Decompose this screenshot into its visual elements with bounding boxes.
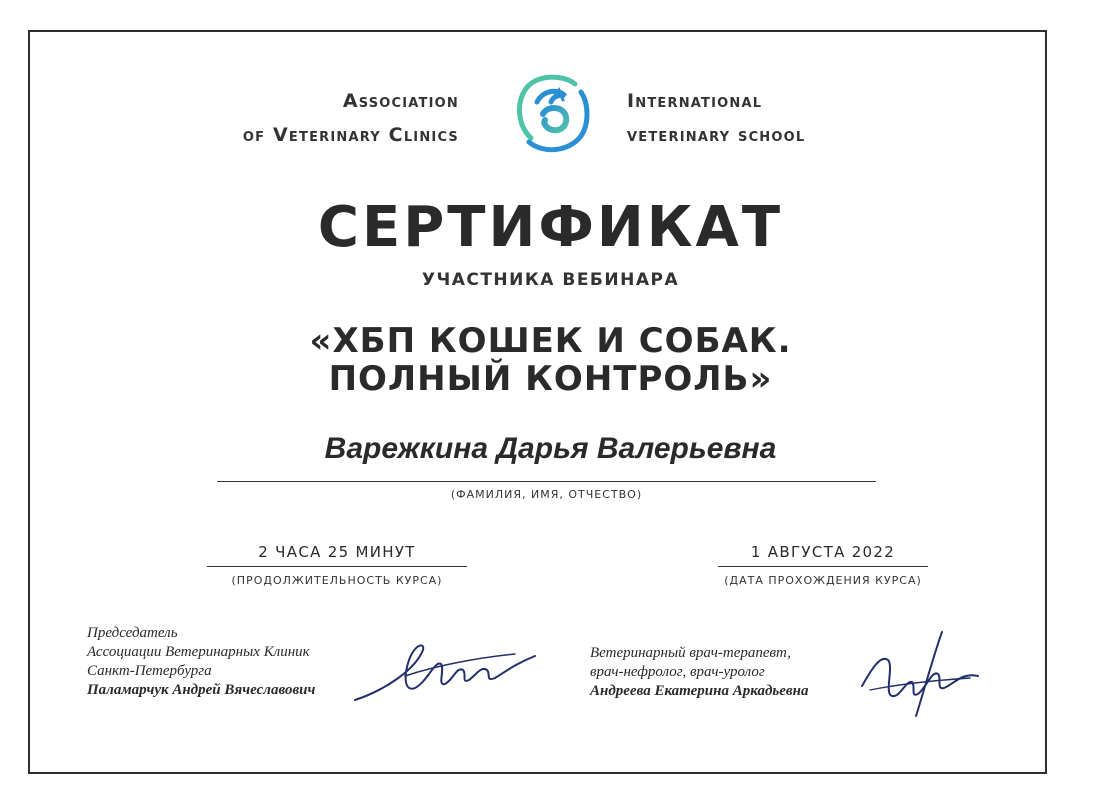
- signatory-left-line-2: Ассоциации Ветеринарных Клиник: [87, 644, 310, 660]
- certificate-subtitle: УЧАСТНИКА ВЕБИНАРА: [421, 270, 680, 290]
- participant-name: Варежкина Дарья Валерьевна: [324, 432, 777, 465]
- signature-left: [345, 630, 545, 710]
- course-date: 1 АВГУСТА 2022: [750, 543, 896, 561]
- signatory-left: [87, 624, 315, 700]
- certificate-title: СЕРТИФИКАТ: [317, 195, 784, 260]
- date-underline: [718, 566, 928, 567]
- signatory-right: [590, 644, 808, 701]
- webinar-title: [0, 322, 1101, 398]
- signatory-right-line-1: Ветеринарный врач-терапевт,: [590, 645, 791, 661]
- duration-caption: (ПРОДОЛЖИТЕЛЬНОСТЬ КУРСА): [231, 574, 443, 587]
- org-right-line-1: International: [627, 90, 763, 112]
- course-duration: 2 ЧАСА 25 МИНУТ: [258, 543, 416, 561]
- org-left-line-2: of Veterinary Clinics: [242, 124, 459, 146]
- signatory-left-name: Паламарчук Андрей Вячеславович: [87, 682, 316, 698]
- signatory-left-line-3: Санкт-Петербурга: [87, 663, 212, 679]
- cat-dog-circle-logo-icon: [513, 72, 591, 154]
- date-caption: (ДАТА ПРОХОЖДЕНИЯ КУРСА): [724, 574, 922, 587]
- signatory-left-line-1: Председатель: [87, 625, 178, 641]
- webinar-title-line-1: «ХБП КОШЕК И СОБАК.: [309, 321, 792, 361]
- name-underline: [217, 481, 876, 482]
- org-left-line-1: Association: [342, 90, 459, 112]
- signature-right: [850, 624, 990, 724]
- name-caption: (ФАМИЛИЯ, ИМЯ, ОТЧЕСТВО): [450, 488, 643, 501]
- duration-underline: [207, 566, 467, 567]
- signatory-right-name: Андреева Екатерина Аркадьевна: [590, 683, 809, 699]
- signatory-right-line-2: врач-нефролог, врач-уролог: [590, 664, 765, 680]
- webinar-title-line-2: ПОЛНЫЙ КОНТРОЛЬ»: [328, 359, 773, 399]
- org-right: [627, 84, 805, 152]
- org-right-line-2: veterinary school: [627, 124, 806, 146]
- org-left: [243, 84, 459, 152]
